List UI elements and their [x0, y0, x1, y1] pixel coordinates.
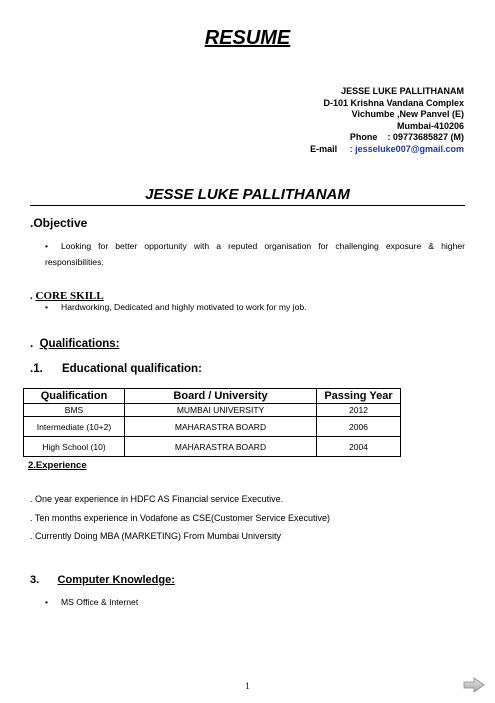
phone-value: : 09773685827 (M) [387, 132, 464, 143]
address-line-3: Mumbai-410206 [396, 120, 464, 131]
educational-heading [30, 363, 202, 375]
core-skill-text: Hardworking, Dedicated and highly motivated to work for my job. [61, 302, 307, 312]
computer-knowledge-heading [30, 574, 175, 586]
table-cell: Intermediate (10+2) [24, 417, 125, 437]
objective-heading: .Objective [30, 216, 88, 230]
heading-rule [30, 205, 465, 206]
contact-name: JESSE LUKE PALLITHANAM [341, 86, 464, 96]
table-cell: 2012 [317, 404, 401, 417]
qualifications-title: Qualifications: [39, 338, 120, 350]
table-row [24, 417, 401, 437]
email-row [310, 144, 464, 156]
table-row [24, 404, 401, 417]
computer-title: Computer Knowledge: [57, 574, 175, 586]
educational-number: .1. [30, 363, 43, 375]
page-number: 1 [245, 681, 250, 691]
contact-block [310, 86, 464, 156]
column-header: Board / University [125, 389, 317, 404]
next-page-arrow-icon[interactable] [463, 677, 485, 693]
email-label: E-mail [310, 143, 338, 154]
table-cell: MUMBAI UNIVERSITY [125, 404, 317, 417]
table-cell: MAHARASTRA BOARD [125, 417, 317, 437]
computer-knowledge-text: MS Office & Internet [61, 597, 139, 607]
core-skill-item [45, 299, 307, 315]
name-heading: JESSE LUKE PALLITHANAM [145, 186, 350, 203]
phone-label: Phone [349, 132, 378, 143]
email-link[interactable]: : jesseluke007@gmail.com [349, 143, 464, 154]
phone-row [310, 132, 464, 144]
bullet-icon: • [45, 241, 49, 251]
core-skill-title: CORE SKILL [35, 290, 104, 302]
experience-item: . Ten months experience in Vodafone as CSE(Customer Service Executive) [30, 513, 330, 523]
computer-knowledge-item [45, 597, 138, 607]
experience-heading: 2.Experience [28, 460, 87, 471]
qualifications-prefix: . [30, 338, 34, 350]
computer-number: 3. [30, 574, 40, 586]
bullet-icon: • [45, 597, 49, 607]
bullet-icon: • [45, 302, 49, 312]
table-cell: 2004 [317, 437, 401, 457]
core-skill-prefix: . [30, 290, 33, 302]
table-cell: 2006 [317, 417, 401, 437]
table-cell: BMS [24, 404, 125, 417]
objective-text: Looking for better opportunity with a reputed organisation for challenging exposure & higher responsibilities. [45, 241, 465, 267]
address-line-2: Vichumbe ,New Panvel (E) [351, 109, 464, 120]
table-cell: High School (10) [24, 437, 125, 457]
experience-item: . Currently Doing MBA (MARKETING) From Mumbai University [30, 531, 282, 541]
table-header-row [24, 389, 401, 404]
qualifications-heading [30, 338, 119, 350]
experience-item: . One year experience in HDFC AS Financial service Executive. [30, 494, 284, 504]
table-row [24, 437, 401, 457]
column-header: Passing Year [317, 389, 401, 404]
column-header: Qualification [24, 389, 125, 404]
resume-title: RESUME [204, 27, 291, 49]
address-line-1: D-101 Krishna Vandana Complex [323, 97, 464, 108]
education-table [23, 388, 401, 457]
educational-title: Educational qualification: [61, 363, 202, 375]
objective-item [45, 238, 465, 270]
table-cell: MAHARASTRA BOARD [125, 437, 317, 457]
